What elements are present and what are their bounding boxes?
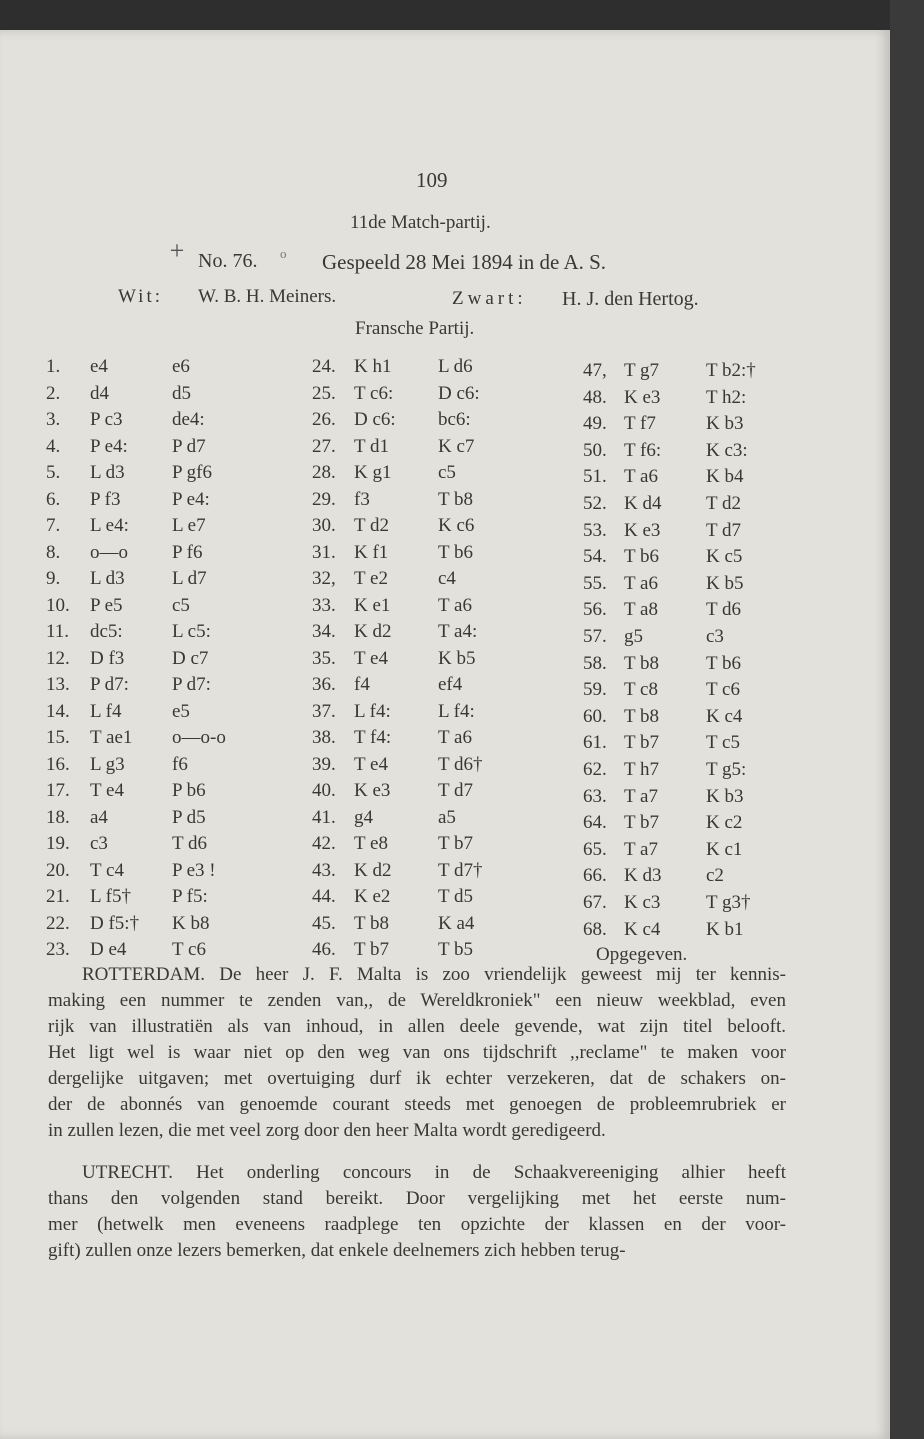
white-move: e4 <box>90 356 108 377</box>
move-number: 31. <box>312 541 336 563</box>
move-number: 6. <box>46 488 61 510</box>
black-move: T d5 <box>438 886 474 907</box>
white-move: K e2 <box>354 886 391 907</box>
move-number: 27. <box>312 435 336 457</box>
played-info: Gespeeld 28 Mei 1894 in de A. S. <box>322 250 607 274</box>
move-number: 64. <box>583 812 607 834</box>
move-number: 15. <box>46 727 70 748</box>
move-number: 13. <box>46 674 70 695</box>
white-move: d4 <box>90 382 109 404</box>
black-move: P d5 <box>172 806 206 828</box>
white-move: T b8 <box>624 705 660 727</box>
move-number: 7. <box>46 515 61 536</box>
white-move: T f7 <box>624 413 656 435</box>
black-move: L d7 <box>172 568 207 589</box>
white-move: K d2 <box>354 859 392 881</box>
black-move: T c6 <box>172 939 206 960</box>
move-number: 22. <box>46 912 70 934</box>
white-move: T e8 <box>354 833 388 854</box>
move-number: 20. <box>46 859 70 881</box>
black-move: L f4: <box>438 700 475 722</box>
white-move: T c6: <box>354 382 394 404</box>
white-move: T e4 <box>90 780 124 801</box>
black-move: T d7 <box>706 519 742 541</box>
white-move: P d7: <box>90 674 129 695</box>
white-move: T d1 <box>354 435 390 457</box>
black-move: P gf6 <box>172 462 212 483</box>
move-number: 26. <box>312 409 336 430</box>
margin-dot: o <box>280 246 287 261</box>
black-move: T h2: <box>706 386 747 408</box>
text-line: rijk van illustratiën als van inhoud, in allen deele gevende, wat zijn titel belooft. <box>48 1016 786 1037</box>
move-number: 42. <box>312 833 336 854</box>
move-number: 55. <box>583 572 607 594</box>
move-number: 29. <box>312 488 336 510</box>
white-move: T e4 <box>354 753 388 775</box>
white-move: T b6 <box>624 546 660 568</box>
white-move: a4 <box>90 806 108 828</box>
black-move: c3 <box>706 626 724 647</box>
black-move: K b5 <box>706 572 744 594</box>
move-number: 12. <box>46 647 70 669</box>
move-number: 65. <box>583 838 607 860</box>
move-number: 4. <box>46 435 61 457</box>
white-move: K e3 <box>624 386 661 408</box>
move-number: 34. <box>312 621 336 642</box>
move-number: 68. <box>583 918 607 940</box>
black-move: K c2 <box>706 812 743 834</box>
white-move: T c4 <box>90 859 124 881</box>
game-number: No. 76. <box>198 250 258 272</box>
white-move: T c8 <box>624 679 658 701</box>
black-move: P d7 <box>172 435 206 457</box>
black-move: K b1 <box>706 918 744 940</box>
move-number: 10. <box>46 594 70 616</box>
black-move: f6 <box>172 753 188 775</box>
white-move: L f4 <box>90 700 122 722</box>
black-move: T g5: <box>706 759 747 780</box>
black-move: K a4 <box>438 912 475 934</box>
move-number: 32, <box>312 568 336 589</box>
white-player-name: W. B. H. Meiners. <box>198 286 337 307</box>
white-label: Wit: <box>118 286 164 307</box>
black-move: T c6 <box>706 679 740 701</box>
move-number: 41. <box>312 806 336 828</box>
move-number: 37. <box>312 700 336 722</box>
move-number: 1. <box>46 356 61 377</box>
black-move: K b3 <box>706 785 744 807</box>
move-number: 33. <box>312 594 336 616</box>
text-line: making een nummer te zenden van,, de Wereldkroniek" een nieuw weekblad, even <box>48 990 786 1011</box>
black-move: ef4 <box>438 674 463 695</box>
move-number: 46. <box>312 939 336 960</box>
white-move: T e4 <box>354 647 388 669</box>
black-player-name: H. J. den Hertog. <box>562 288 699 310</box>
white-move: D c6: <box>354 409 396 430</box>
white-move: P e4: <box>90 435 128 457</box>
move-number: 62. <box>583 759 607 780</box>
black-move: K c6 <box>438 515 475 536</box>
black-move: K c4 <box>706 705 743 727</box>
black-move: K b5 <box>438 647 476 669</box>
black-move: T b7 <box>438 833 474 854</box>
white-move: g5 <box>624 626 643 647</box>
black-move: e6 <box>172 356 190 377</box>
move-number: 14. <box>46 700 70 722</box>
black-move: de4: <box>172 409 205 430</box>
black-move: c2 <box>706 865 724 887</box>
black-move: P f5: <box>172 886 208 907</box>
black-move: a5 <box>438 806 456 828</box>
white-move: L f5† <box>90 886 131 907</box>
black-move: bc6: <box>438 409 471 430</box>
move-number: 47, <box>583 360 607 381</box>
white-move: T a7 <box>624 785 658 807</box>
white-move: T d2 <box>354 515 390 536</box>
text-line: der de abonnés van genoemde courant steeds met genoegen de probleemrubriek er <box>48 1094 786 1115</box>
move-number: 9. <box>46 568 61 589</box>
black-move: T a6 <box>438 727 472 748</box>
white-move: g4 <box>354 806 373 828</box>
text-line: UTRECHT. Het onderling concours in de Schaakvereeniging alhier heeft <box>82 1162 786 1183</box>
text-line: mer (hetwelk men eveneens raadplege ten opzichte der klassen en der voor- <box>48 1214 786 1235</box>
black-move: K c5 <box>706 546 743 568</box>
white-move: f3 <box>354 488 370 510</box>
black-move: K c3: <box>706 439 748 461</box>
move-number: 8. <box>46 541 61 563</box>
move-number: 40. <box>312 780 336 801</box>
move-number: 25. <box>312 382 336 404</box>
black-move: c5 <box>172 594 190 616</box>
move-number: 54. <box>583 546 607 568</box>
white-move: L g3 <box>90 753 125 775</box>
black-move: T a6 <box>438 594 472 616</box>
paragraph-rotterdam <box>48 962 786 1144</box>
move-number: 36. <box>312 674 336 695</box>
white-move: c3 <box>90 833 108 854</box>
white-move: T e2 <box>354 568 388 589</box>
move-number: 39. <box>312 753 336 775</box>
move-number: 16. <box>46 753 70 775</box>
black-move: L c5: <box>172 621 211 642</box>
white-move: L f4: <box>354 700 391 722</box>
black-move: P f6 <box>172 541 203 563</box>
move-number: 49. <box>583 413 607 435</box>
white-move: K d3 <box>624 865 662 887</box>
black-move: T d6 <box>172 833 208 854</box>
move-number: 3. <box>46 409 61 430</box>
black-move: P e4: <box>172 488 210 510</box>
white-move: T a7 <box>624 838 658 860</box>
black-move: K b4 <box>706 466 744 488</box>
white-move: K e1 <box>354 594 391 616</box>
white-move: T b8 <box>624 652 660 674</box>
white-move: o—o <box>90 541 128 563</box>
text-line: Het ligt wel is waar niet op den weg van ons tijdschrift ,,reclame" te maken voor <box>48 1042 786 1063</box>
black-move: T c5 <box>706 732 740 754</box>
move-number: 38. <box>312 727 336 748</box>
move-number: 2. <box>46 382 61 404</box>
black-move: T d2 <box>706 493 742 514</box>
black-move: e5 <box>172 700 190 722</box>
black-move: T d6† <box>438 753 483 775</box>
white-move: T b7 <box>624 732 660 754</box>
white-move: D f5:† <box>90 912 140 934</box>
black-move: L e7 <box>172 515 206 536</box>
text-line: thans den volgenden stand bereikt. Door vergelijking met het eerste num- <box>48 1188 786 1209</box>
black-move: T d7† <box>438 859 483 881</box>
move-number: 44. <box>312 886 336 907</box>
white-move: T b7 <box>354 939 390 960</box>
white-move: T a6 <box>624 466 658 488</box>
white-move: L d3 <box>90 462 125 483</box>
white-move: K c3 <box>624 892 661 913</box>
opening-name: Fransche Partij. <box>355 318 475 339</box>
black-move: D c7 <box>172 647 209 669</box>
white-move: P c3 <box>90 409 123 430</box>
white-move: T a8 <box>624 599 658 621</box>
white-move: K h1 <box>354 356 392 377</box>
white-move: K e3 <box>624 519 661 541</box>
match-title: 11de Match-partij. <box>350 212 491 233</box>
move-number: 59. <box>583 679 607 701</box>
white-move: K e3 <box>354 780 391 801</box>
white-move: D e4 <box>90 939 127 960</box>
move-number: 63. <box>583 785 607 807</box>
black-move: c5 <box>438 462 456 483</box>
black-move: T b5 <box>438 939 474 960</box>
move-number: 5. <box>46 462 61 483</box>
move-number: 43. <box>312 859 336 881</box>
move-number: 60. <box>583 705 607 727</box>
black-move: P b6 <box>172 780 206 801</box>
white-move: T h7 <box>624 759 660 780</box>
black-move: T d6 <box>706 599 742 621</box>
black-move: c4 <box>438 568 456 589</box>
black-move: T b8 <box>438 488 474 510</box>
white-move: T ae1 <box>90 727 133 748</box>
move-number: 67. <box>583 892 607 913</box>
black-move: K c7 <box>438 435 475 457</box>
move-number: 51. <box>583 466 607 488</box>
move-number: 21. <box>46 886 70 907</box>
text-line: in zullen lezen, die met veel zorg door den heer Malta wordt geredigeerd. <box>48 1120 606 1141</box>
black-move: d5 <box>172 382 191 404</box>
move-number: 24. <box>312 356 336 377</box>
move-number: 11. <box>46 621 70 642</box>
black-move: K b8 <box>172 912 210 934</box>
move-number: 58. <box>583 652 607 674</box>
move-number: 66. <box>583 865 607 887</box>
white-move: dc5: <box>90 621 123 642</box>
handwritten-margin-mark: + <box>168 236 186 265</box>
move-number: 30. <box>312 515 336 536</box>
black-move: L d6 <box>438 356 473 377</box>
black-move: T d7 <box>438 780 474 801</box>
black-label: Zwart: <box>452 288 527 309</box>
move-number: 35. <box>312 647 336 669</box>
black-move: T a4: <box>438 621 478 642</box>
white-move: T b7 <box>624 812 660 834</box>
move-number: 18. <box>46 806 70 828</box>
white-move: D f3 <box>90 647 125 669</box>
scan-background-edge <box>890 0 924 1439</box>
white-move: T a6 <box>624 572 658 594</box>
white-move: T f6: <box>624 439 662 461</box>
white-move: L e4: <box>90 515 129 536</box>
move-number: 56. <box>583 599 607 621</box>
text-line: ROTTERDAM. De heer J. F. Malta is zoo vriendelijk geweest mij ter kennis- <box>82 964 786 985</box>
white-move: L d3 <box>90 568 125 589</box>
text-line: gift) zullen onze lezers bemerken, dat enkele deelnemers zich hebben terug- <box>48 1240 626 1261</box>
move-number: 19. <box>46 833 70 854</box>
move-number: 53. <box>583 519 607 541</box>
black-move: D c6: <box>438 382 480 404</box>
paragraph-utrecht <box>48 1160 786 1264</box>
move-number: 17. <box>46 780 70 801</box>
page-number: 109 <box>416 168 448 192</box>
black-move: K b3 <box>706 413 744 435</box>
white-move: K d4 <box>624 493 662 514</box>
move-number: 23. <box>46 939 70 960</box>
move-number: 52. <box>583 493 607 514</box>
move-number: 61. <box>583 732 607 754</box>
move-number: 57. <box>583 626 607 647</box>
black-move: K c1 <box>706 838 743 860</box>
move-number: 48. <box>583 386 607 408</box>
white-move: K f1 <box>354 541 389 563</box>
black-move: T b6 <box>706 652 742 674</box>
white-move: P e5 <box>90 594 123 616</box>
move-number: 28. <box>312 462 336 483</box>
black-move: o—o-o <box>172 727 226 748</box>
white-move: K g1 <box>354 462 392 483</box>
black-move: T b2:† <box>706 360 756 381</box>
white-move: T b8 <box>354 912 390 934</box>
white-move: f4 <box>354 674 370 695</box>
white-move: K c4 <box>624 918 661 940</box>
move-number: 45. <box>312 912 336 934</box>
black-move: P e3 ! <box>172 859 216 881</box>
white-move: T f4: <box>354 727 392 748</box>
resignation-note: Opgegeven. <box>596 944 688 965</box>
black-move: T b6 <box>438 541 474 563</box>
white-move: K d2 <box>354 621 392 642</box>
black-move: T g3† <box>706 892 751 913</box>
text-line: dergelijke uitgaven; met overtuiging durf ik echter verzekeren, dat de schakers on- <box>48 1068 786 1089</box>
white-move: T g7 <box>624 360 660 381</box>
black-move: P d7: <box>172 674 211 695</box>
white-move: P f3 <box>90 488 121 510</box>
move-number: 50. <box>583 439 607 461</box>
